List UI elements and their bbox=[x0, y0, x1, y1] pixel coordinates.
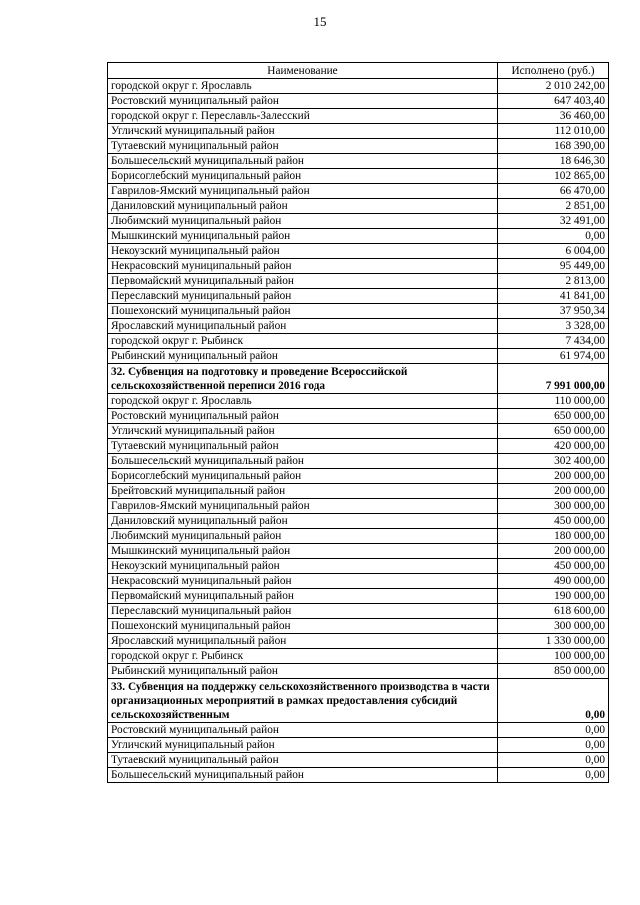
district-name: Мышкинский муниципальный район bbox=[108, 229, 498, 244]
section-row bbox=[108, 679, 609, 723]
amount-value: 66 470,00 bbox=[498, 184, 609, 199]
amount-value: 168 390,00 bbox=[498, 139, 609, 154]
amount-value: 200 000,00 bbox=[498, 484, 609, 499]
table-row bbox=[108, 184, 609, 199]
amount-value: 100 000,00 bbox=[498, 649, 609, 664]
district-name: Большесельский муниципальный район bbox=[108, 154, 498, 169]
table-row bbox=[108, 394, 609, 409]
district-name: Переславский муниципальный район bbox=[108, 604, 498, 619]
amount-value: 647 403,40 bbox=[498, 94, 609, 109]
district-name: Гаврилов-Ямский муниципальный район bbox=[108, 499, 498, 514]
district-name: Ярославский муниципальный район bbox=[108, 634, 498, 649]
section-row bbox=[108, 364, 609, 394]
district-name: Ростовский муниципальный район bbox=[108, 723, 498, 738]
table-row bbox=[108, 79, 609, 94]
section-title: 32. Субвенция на подготовку и проведение Всероссийской сельскохозяйственной переписи 2016 года bbox=[108, 364, 498, 394]
district-name: Первомайский муниципальный район bbox=[108, 589, 498, 604]
district-name: Тутаевский муниципальный район bbox=[108, 439, 498, 454]
district-name: Некоузский муниципальный район bbox=[108, 244, 498, 259]
district-name: Любимский муниципальный район bbox=[108, 529, 498, 544]
table-row bbox=[108, 619, 609, 634]
table-row bbox=[108, 454, 609, 469]
amount-value: 650 000,00 bbox=[498, 424, 609, 439]
district-name: Тутаевский муниципальный район bbox=[108, 753, 498, 768]
amount-value: 41 841,00 bbox=[498, 289, 609, 304]
section-total: 7 991 000,00 bbox=[498, 364, 609, 394]
district-name: Рыбинский муниципальный район bbox=[108, 349, 498, 364]
table-row bbox=[108, 768, 609, 783]
table-row bbox=[108, 634, 609, 649]
amount-value: 37 950,34 bbox=[498, 304, 609, 319]
district-name: Борисоглебский муниципальный район bbox=[108, 469, 498, 484]
district-name: Пошехонский муниципальный район bbox=[108, 619, 498, 634]
amount-value: 0,00 bbox=[498, 723, 609, 738]
district-name: Ростовский муниципальный район bbox=[108, 94, 498, 109]
amount-value: 102 865,00 bbox=[498, 169, 609, 184]
district-name: Некрасовский муниципальный район bbox=[108, 259, 498, 274]
section-total: 0,00 bbox=[498, 679, 609, 723]
table-row bbox=[108, 319, 609, 334]
table-row bbox=[108, 304, 609, 319]
amount-value: 0,00 bbox=[498, 768, 609, 783]
table-row bbox=[108, 154, 609, 169]
table-row bbox=[108, 94, 609, 109]
amount-value: 6 004,00 bbox=[498, 244, 609, 259]
table-row bbox=[108, 574, 609, 589]
amount-value: 112 010,00 bbox=[498, 124, 609, 139]
table-row bbox=[108, 334, 609, 349]
table-row bbox=[108, 199, 609, 214]
district-name: Гаврилов-Ямский муниципальный район bbox=[108, 184, 498, 199]
table-row bbox=[108, 544, 609, 559]
table-row bbox=[108, 753, 609, 768]
district-name: Тутаевский муниципальный район bbox=[108, 139, 498, 154]
table-row bbox=[108, 604, 609, 619]
amount-value: 0,00 bbox=[498, 753, 609, 768]
table-row bbox=[108, 259, 609, 274]
budget-table bbox=[107, 62, 609, 783]
district-name: Первомайский муниципальный район bbox=[108, 274, 498, 289]
amount-value: 18 646,30 bbox=[498, 154, 609, 169]
table-row bbox=[108, 169, 609, 184]
table-row bbox=[108, 559, 609, 574]
amount-value: 490 000,00 bbox=[498, 574, 609, 589]
district-name: городской округ г. Рыбинск bbox=[108, 649, 498, 664]
district-name: Мышкинский муниципальный район bbox=[108, 544, 498, 559]
amount-value: 7 434,00 bbox=[498, 334, 609, 349]
amount-value: 190 000,00 bbox=[498, 589, 609, 604]
district-name: Угличский муниципальный район bbox=[108, 424, 498, 439]
amount-value: 300 000,00 bbox=[498, 619, 609, 634]
district-name: Большесельский муниципальный район bbox=[108, 454, 498, 469]
table-row bbox=[108, 124, 609, 139]
amount-value: 2 813,00 bbox=[498, 274, 609, 289]
amount-value: 95 449,00 bbox=[498, 259, 609, 274]
district-name: Переславский муниципальный район bbox=[108, 289, 498, 304]
district-name: Рыбинский муниципальный район bbox=[108, 664, 498, 679]
column-header-value: Исполнено (руб.) bbox=[498, 63, 609, 79]
table-row bbox=[108, 499, 609, 514]
amount-value: 650 000,00 bbox=[498, 409, 609, 424]
amount-value: 2 010 242,00 bbox=[498, 79, 609, 94]
district-name: Даниловский муниципальный район bbox=[108, 199, 498, 214]
column-header-name: Наименование bbox=[108, 63, 498, 79]
table-row bbox=[108, 109, 609, 124]
district-name: Пошехонский муниципальный район bbox=[108, 304, 498, 319]
district-name: Большесельский муниципальный район bbox=[108, 768, 498, 783]
amount-value: 450 000,00 bbox=[498, 559, 609, 574]
table-row bbox=[108, 738, 609, 753]
table-row bbox=[108, 274, 609, 289]
amount-value: 0,00 bbox=[498, 229, 609, 244]
district-name: Брейтовский муниципальный район bbox=[108, 484, 498, 499]
district-name: Даниловский муниципальный район bbox=[108, 514, 498, 529]
district-name: Любимский муниципальный район bbox=[108, 214, 498, 229]
amount-value: 618 600,00 bbox=[498, 604, 609, 619]
amount-value: 110 000,00 bbox=[498, 394, 609, 409]
table-row bbox=[108, 289, 609, 304]
table-row bbox=[108, 514, 609, 529]
table-row bbox=[108, 349, 609, 364]
district-name: Ростовский муниципальный район bbox=[108, 409, 498, 424]
district-name: городской округ г. Ярославль bbox=[108, 394, 498, 409]
district-name: городской округ г. Ярославль bbox=[108, 79, 498, 94]
district-name: городской округ г. Рыбинск bbox=[108, 334, 498, 349]
amount-value: 200 000,00 bbox=[498, 469, 609, 484]
amount-value: 36 460,00 bbox=[498, 109, 609, 124]
district-name: Угличский муниципальный район bbox=[108, 738, 498, 753]
table-row bbox=[108, 469, 609, 484]
section-title: 33. Субвенция на поддержку сельскохозяйственного производства в части организационных мероприятий в рамках предоставления субсидий сельскохозяйственным bbox=[108, 679, 498, 723]
amount-value: 61 974,00 bbox=[498, 349, 609, 364]
table-row bbox=[108, 649, 609, 664]
district-name: Ярославский муниципальный район bbox=[108, 319, 498, 334]
amount-value: 180 000,00 bbox=[498, 529, 609, 544]
amount-value: 0,00 bbox=[498, 738, 609, 753]
amount-value: 1 330 000,00 bbox=[498, 634, 609, 649]
table-row bbox=[108, 439, 609, 454]
district-name: Некрасовский муниципальный район bbox=[108, 574, 498, 589]
district-name: Некоузский муниципальный район bbox=[108, 559, 498, 574]
amount-value: 450 000,00 bbox=[498, 514, 609, 529]
table-row bbox=[108, 214, 609, 229]
table-header-row bbox=[108, 63, 609, 79]
table-row bbox=[108, 664, 609, 679]
amount-value: 3 328,00 bbox=[498, 319, 609, 334]
table-row bbox=[108, 589, 609, 604]
district-name: Борисоглебский муниципальный район bbox=[108, 169, 498, 184]
amount-value: 200 000,00 bbox=[498, 544, 609, 559]
amount-value: 2 851,00 bbox=[498, 199, 609, 214]
table-row bbox=[108, 424, 609, 439]
table-row bbox=[108, 244, 609, 259]
table-row bbox=[108, 484, 609, 499]
amount-value: 302 400,00 bbox=[498, 454, 609, 469]
district-name: Угличский муниципальный район bbox=[108, 124, 498, 139]
district-name: городской округ г. Переславль-Залесский bbox=[108, 109, 498, 124]
page-number: 15 bbox=[313, 14, 327, 29]
table-row bbox=[108, 139, 609, 154]
amount-value: 420 000,00 bbox=[498, 439, 609, 454]
table-row bbox=[108, 723, 609, 738]
table-row bbox=[108, 229, 609, 244]
table-row bbox=[108, 409, 609, 424]
table-row bbox=[108, 529, 609, 544]
amount-value: 850 000,00 bbox=[498, 664, 609, 679]
amount-value: 32 491,00 bbox=[498, 214, 609, 229]
amount-value: 300 000,00 bbox=[498, 499, 609, 514]
